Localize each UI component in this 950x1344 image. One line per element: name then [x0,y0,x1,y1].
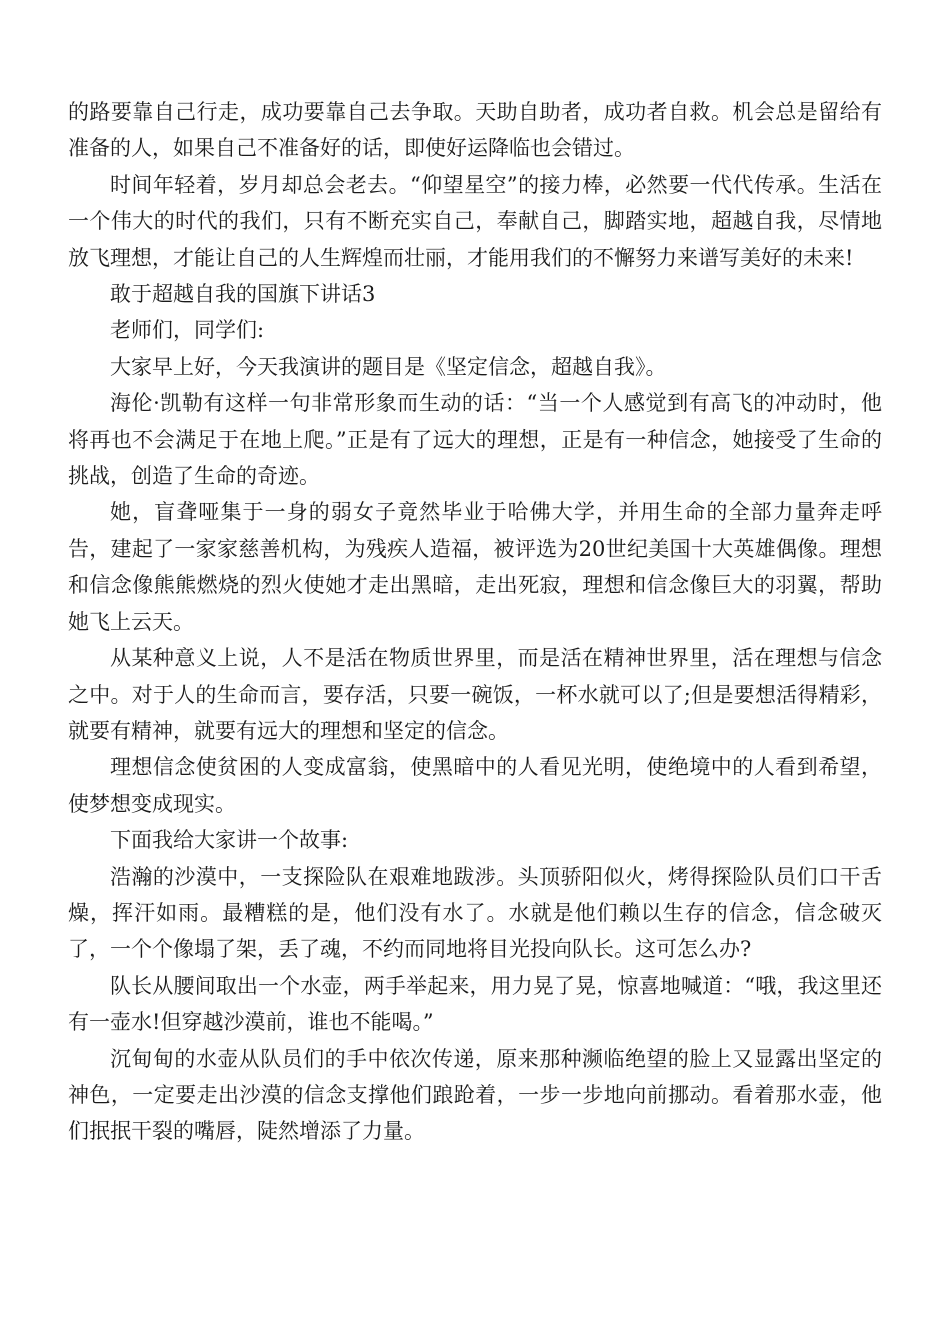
paragraph: 海伦·凯勒有这样一句非常形象而生动的话：“当一个人感觉到有高飞的冲动时，他将再也不会满足于在地上爬。”正是有了远大的理想，正是有一种信念，她接受了生命的挑战，创造了生命的奇迹。 [68,391,882,489]
paragraph: 沉甸甸的水壶从队员们的手中依次传递，原来那种濒临绝望的脸上又显露出坚定的神色，一定要走出沙漠的信念支撑他们踉跄着，一步一步地向前挪动。看着那水壶，他们抿抿干裂的嘴唇，陡然增添了力量。 [68,1046,882,1144]
paragraph: 时间年轻着，岁月却总会老去。“仰望星空”的接力棒，必然要一代代传承。生活在一个伟大的时代的我们，只有不断充实自己，奉献自己，脚踏实地，超越自我，尽情地放飞理想，才能让自己的人生辉煌而壮丽，才能用我们的不懈努力来谱写美好的未来! [68,172,882,270]
paragraph: 大家早上好，今天我演讲的题目是《坚定信念，超越自我》。 [110,354,667,379]
section-heading: 敢于超越自我的国旗下讲话3 [110,282,376,307]
paragraph: 她，盲聋哑集于一身的弱女子竟然毕业于哈佛大学，并用生命的全部力量奔走呼告，建起了一家家慈善机构，为残疾人造福，被评选为20世纪美国十大英雄偶像。理想和信念像熊熊燃烧的烈火使她才走出黑暗，走出死寂，理想和信念像巨大的羽翼，帮助她飞上云天。 [68,500,882,634]
salutation: 老师们，同学们: [110,318,265,343]
paragraph: 理想信念使贫困的人变成富翁，使黑暗中的人看见光明，使绝境中的人看到希望，使梦想变成现实。 [68,755,882,816]
paragraph: 下面我给大家讲一个故事: [110,828,349,853]
paragraph: 队长从腰间取出一个水壶，两手举起来，用力晃了晃，惊喜地喊道：“哦，我这里还有一壶水!但穿越沙漠前，谁也不能喝。” [68,973,882,1035]
paragraph: 从某种意义上说，人不是活在物质世界里，而是活在精神世界里，活在理想与信念之中。对于人的生命而言，要存活，只要一碗饭，一杯水就可以了;但是要想活得精彩，就要有精神，就要有远大的理想和坚定的信念。 [68,646,882,743]
document-page [68,94,882,1150]
paragraph-continued: 的路要靠自己行走，成功要靠自己去争取。天助自助者，成功者自救。机会总是留给有准备的人，如果自己不准备好的话，即使好运降临也会错过。 [68,100,882,161]
paragraph: 浩瀚的沙漠中，一支探险队在艰难地跋涉。头顶骄阳似火，烤得探险队员们口干舌燥，挥汗如雨。最糟糕的是，他们没有水了。水就是他们赖以生存的信念，信念破灭了，一个个像塌了架，丢了魂，不约而同地将目光投向队长。这可怎么办? [68,864,882,962]
